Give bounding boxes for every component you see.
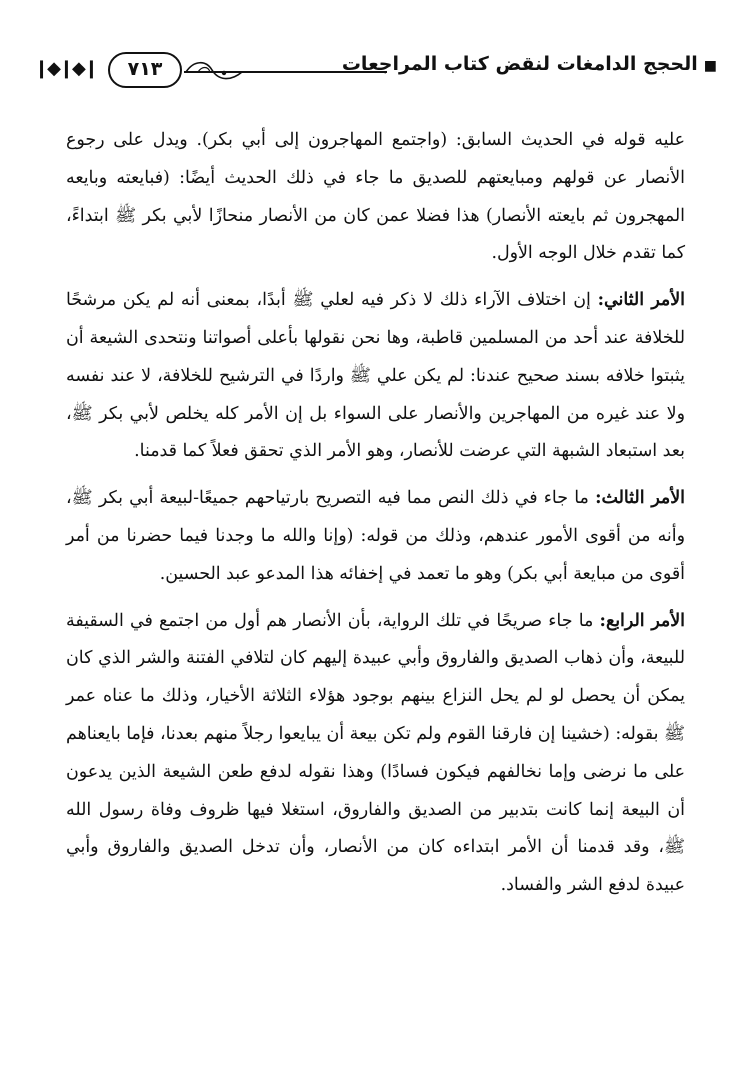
paragraph (66, 603, 685, 905)
title-bullet-icon: ■ (703, 58, 717, 74)
paragraph-lead: الأمر الثالث: (595, 488, 685, 509)
paragraph (66, 480, 685, 593)
paragraph (66, 122, 685, 273)
header-ornament-icon: ❙◆❙◆❙ (34, 58, 97, 79)
book-title-text: الحجج الدامغات لنقض كتاب المراجعات (341, 53, 698, 75)
running-header (34, 44, 717, 96)
paragraph-text: عليه قوله في الحديث السابق: (واجتمع المهاجرون إلى أبي بكر). ويدل على رجوع الأنصار عن قولهم ومبايعتهم للصديق ما جاء في ذلك الحديث أيضًا: (فبايعته وبايعه المهجرون ثم بايعته الأنصار) هذا فضلا عمن كان من الأنصار منحازًا لأبي بكر ﷺ ابتداءً، كما تقدم خلال الوجه الأول. (66, 130, 685, 264)
paragraph (66, 282, 685, 471)
paragraph-text: إن اختلاف الآراء ذلك لا ذكر فيه لعلي ﷺ أبدًا، بمعنى أنه لم يكن مرشحًا للخلافة عند أحد من المسلمين قاطبة، وها نحن نقولها بأعلى أصواتنا ونتحدى الشيعة أن يثبتوا خلافه بسند صحيح عندنا: لم يكن علي ﷺ واردًا في الترشيح للخلافة، لا عند نفسه ولا عند غيره من المهاجرين والأنصار على السواء بل إن الأمر كله يخلص لأبي بكر ﷺ، بعد استبعاد الشبهة التي عرضت للأنصار، وهو الأمر الذي تحقق فعلاً كما قدمنا. (66, 290, 685, 462)
paragraph-lead: الأمر الرابع: (599, 610, 686, 631)
body-text (66, 122, 685, 914)
paragraph-text: ما جاء في ذلك النص مما فيه التصريح بارتياحهم جميعًا-لبيعة أبي بكر ﷺ، وأنه من أقوى الأمور عندهم، وذلك من قوله: (وإنا والله ما وجدنا فيما حضرنا من أمر أقوى من مبايعة أبي بكر) وهو ما تعمد في إخفائه هذا المدعو عبد الحسين. (66, 488, 685, 584)
book-title (342, 53, 717, 75)
paragraph-text: ما جاء صريحًا في تلك الرواية، بأن الأنصار هم أول من اجتمع في السقيفة للبيعة، وأن ذهاب الصديق والفاروق وأبي عبيدة إليهم كان لتلافي الفتنة والشر الذي كان يمكن أن يحصل لو لم يحل النزاع بينهم بوجود هؤلاء الثلاثة الأخيار، وذلك ما عناه عمر ﷺ بقوله: (خشينا إن فارقنا القوم ولم تكن بيعة أن يبايعوا رجلاً منهم بعدنا، فإما بايعناهم على ما نرضى وإما نخالفهم فيكون فسادًا) وهذا نقوله لدفع طعن الشيعة الذين يدعون أن البيعة إنما كانت بتدبير من الصديق والفاروق، استغلا فيها ظروف وفاة رسول الله ﷺ، وقد قدمنا أن الأمر ابتداءه كان من الأنصار، وأن تدخل الصديق والفاروق وأبي عبيدة لدفع الشر والفساد. (66, 610, 685, 896)
page-number: ٧١٣ (127, 58, 163, 80)
paragraph-lead: الأمر الثاني: (597, 290, 685, 311)
page-number-badge (108, 52, 182, 88)
header-flourish-icon (184, 54, 244, 86)
